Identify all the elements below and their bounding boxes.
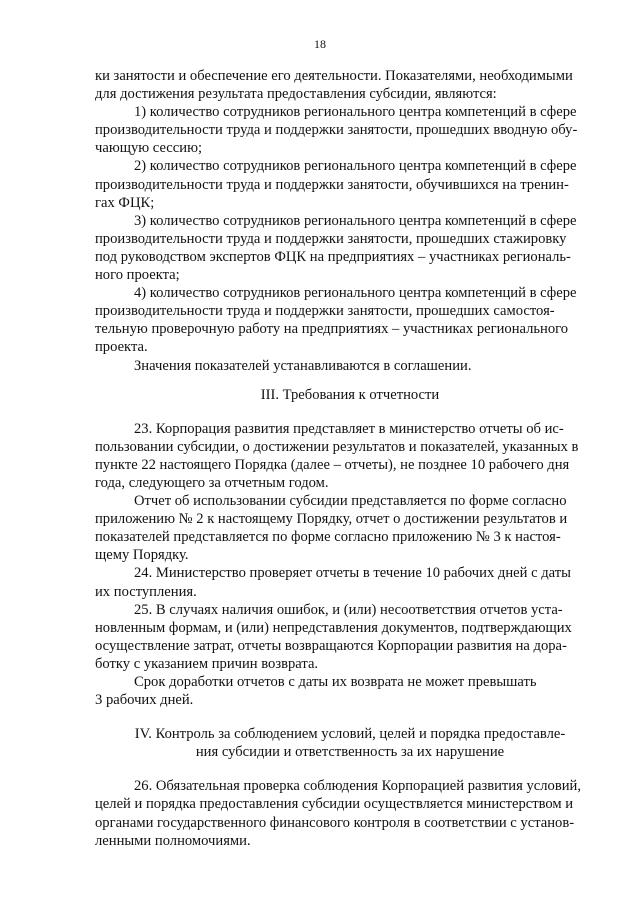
indicator-item-2 (95, 157, 605, 211)
text-line: 25. В случаях наличия ошибок, и (или) несоответствия отчетов уста- (134, 601, 563, 618)
text-line: чающую сессию; (95, 140, 203, 157)
heading-line: ния субсидии и ответственность за их нарушение (195, 744, 505, 761)
text-line: 23. Корпорация развития представляет в министерство отчеты об ис- (134, 420, 564, 437)
text-line: 24. Министерство проверяет отчеты в течение 10 рабочих дней с даты (134, 565, 571, 582)
text-line: Отчет об использовании субсидии представляется по форме согласно (134, 493, 567, 510)
text-line: тельную проверочную работу на предприятиях – участниках регионального (95, 321, 569, 338)
paragraph-revision-term (95, 673, 605, 709)
text-line: целей и порядка предоставления субсидии осуществляется министерством и (95, 796, 574, 813)
text-line: под руководством экспертов ФЦК на предприятиях – участниках региональ- (95, 248, 571, 265)
heading-line: IV. Контроль за соблюдением условий, целей и порядка предоставле- (134, 726, 566, 743)
paragraph-report-forms (95, 492, 605, 564)
paragraph-25 (95, 601, 605, 673)
section-heading-reporting: III. Требования к отчетности (260, 386, 440, 403)
paragraph-indicator-values: Значения показателей устанавливаются в соглашении. (134, 357, 472, 374)
indicator-item-1 (95, 103, 605, 157)
paragraph-24 (95, 564, 605, 600)
text-line: приложению № 2 к настоящему Порядку, отчет о достижении результатов и (95, 511, 568, 528)
page-number: 18 (314, 37, 326, 51)
text-line: производительности труда и поддержки занятости, прошедших вводную обу- (95, 122, 578, 139)
text-line: года, следующего за отчетным годом. (95, 474, 329, 491)
text-line: ботку с указанием причин возврата. (95, 655, 319, 672)
paragraph-indicators-intro (95, 67, 605, 103)
text-line: 4) количество сотрудников регионального центра компетенций в сфере (134, 285, 577, 302)
document-body (95, 67, 605, 850)
text-line: 26. Обязательная проверка соблюдения Корпорацией развития условий, (134, 778, 581, 795)
text-line: пользовании субсидии, о достижении результатов и показателей, указанных в (95, 438, 579, 455)
paragraph-23 (95, 420, 605, 492)
text-line: осуществление затрат, отчеты возвращаются Корпорации развития на дора- (95, 637, 567, 654)
text-line: органами государственного финансового контроля в соответствии с установ- (95, 814, 575, 831)
text-line: 2) количество сотрудников регионального центра компетенций в сфере (134, 158, 577, 175)
text-line: гах ФЦК; (95, 194, 155, 211)
text-line: производительности труда и поддержки занятости, прошедших самостоя- (95, 303, 555, 320)
text-line: показателей представляется по форме согласно приложению № 3 к настоя- (95, 529, 561, 546)
text-line: их поступления. (95, 583, 197, 600)
indicator-item-4 (95, 284, 605, 356)
text-line: 3) количество сотрудников регионального центра компетенций в сфере (134, 212, 577, 229)
paragraph-26 (95, 777, 605, 849)
text-line: ленными полномочиями. (95, 832, 251, 849)
text-line: ки занятости и обеспечение его деятельности. Показателями, необходимыми (95, 68, 573, 84)
text-line: 3 рабочих дней. (95, 692, 194, 709)
indicator-item-3 (95, 212, 605, 284)
section-heading-control (95, 725, 605, 761)
text-line: ного проекта; (95, 267, 180, 284)
text-line: производительности труда и поддержки занятости, обучившихся на тренин- (95, 176, 569, 193)
text-line: 1) количество сотрудников регионального центра компетенций в сфере (134, 104, 577, 121)
text-line: пункте 22 настоящего Порядка (далее – отчеты), не позднее 10 рабочего дня (95, 456, 570, 473)
text-line: для достижения результата предоставления субсидии, являются: (95, 86, 497, 103)
text-line: новленным формам, и (или) непредставления документов, подтверждающих (95, 619, 572, 636)
text-line: производительности труда и поддержки занятости, прошедших стажировку (95, 230, 567, 247)
text-line: Срок доработки отчетов с даты их возврата не может превышать (134, 674, 537, 690)
text-line: проекта. (95, 339, 148, 356)
text-line: щему Порядку. (95, 547, 189, 564)
